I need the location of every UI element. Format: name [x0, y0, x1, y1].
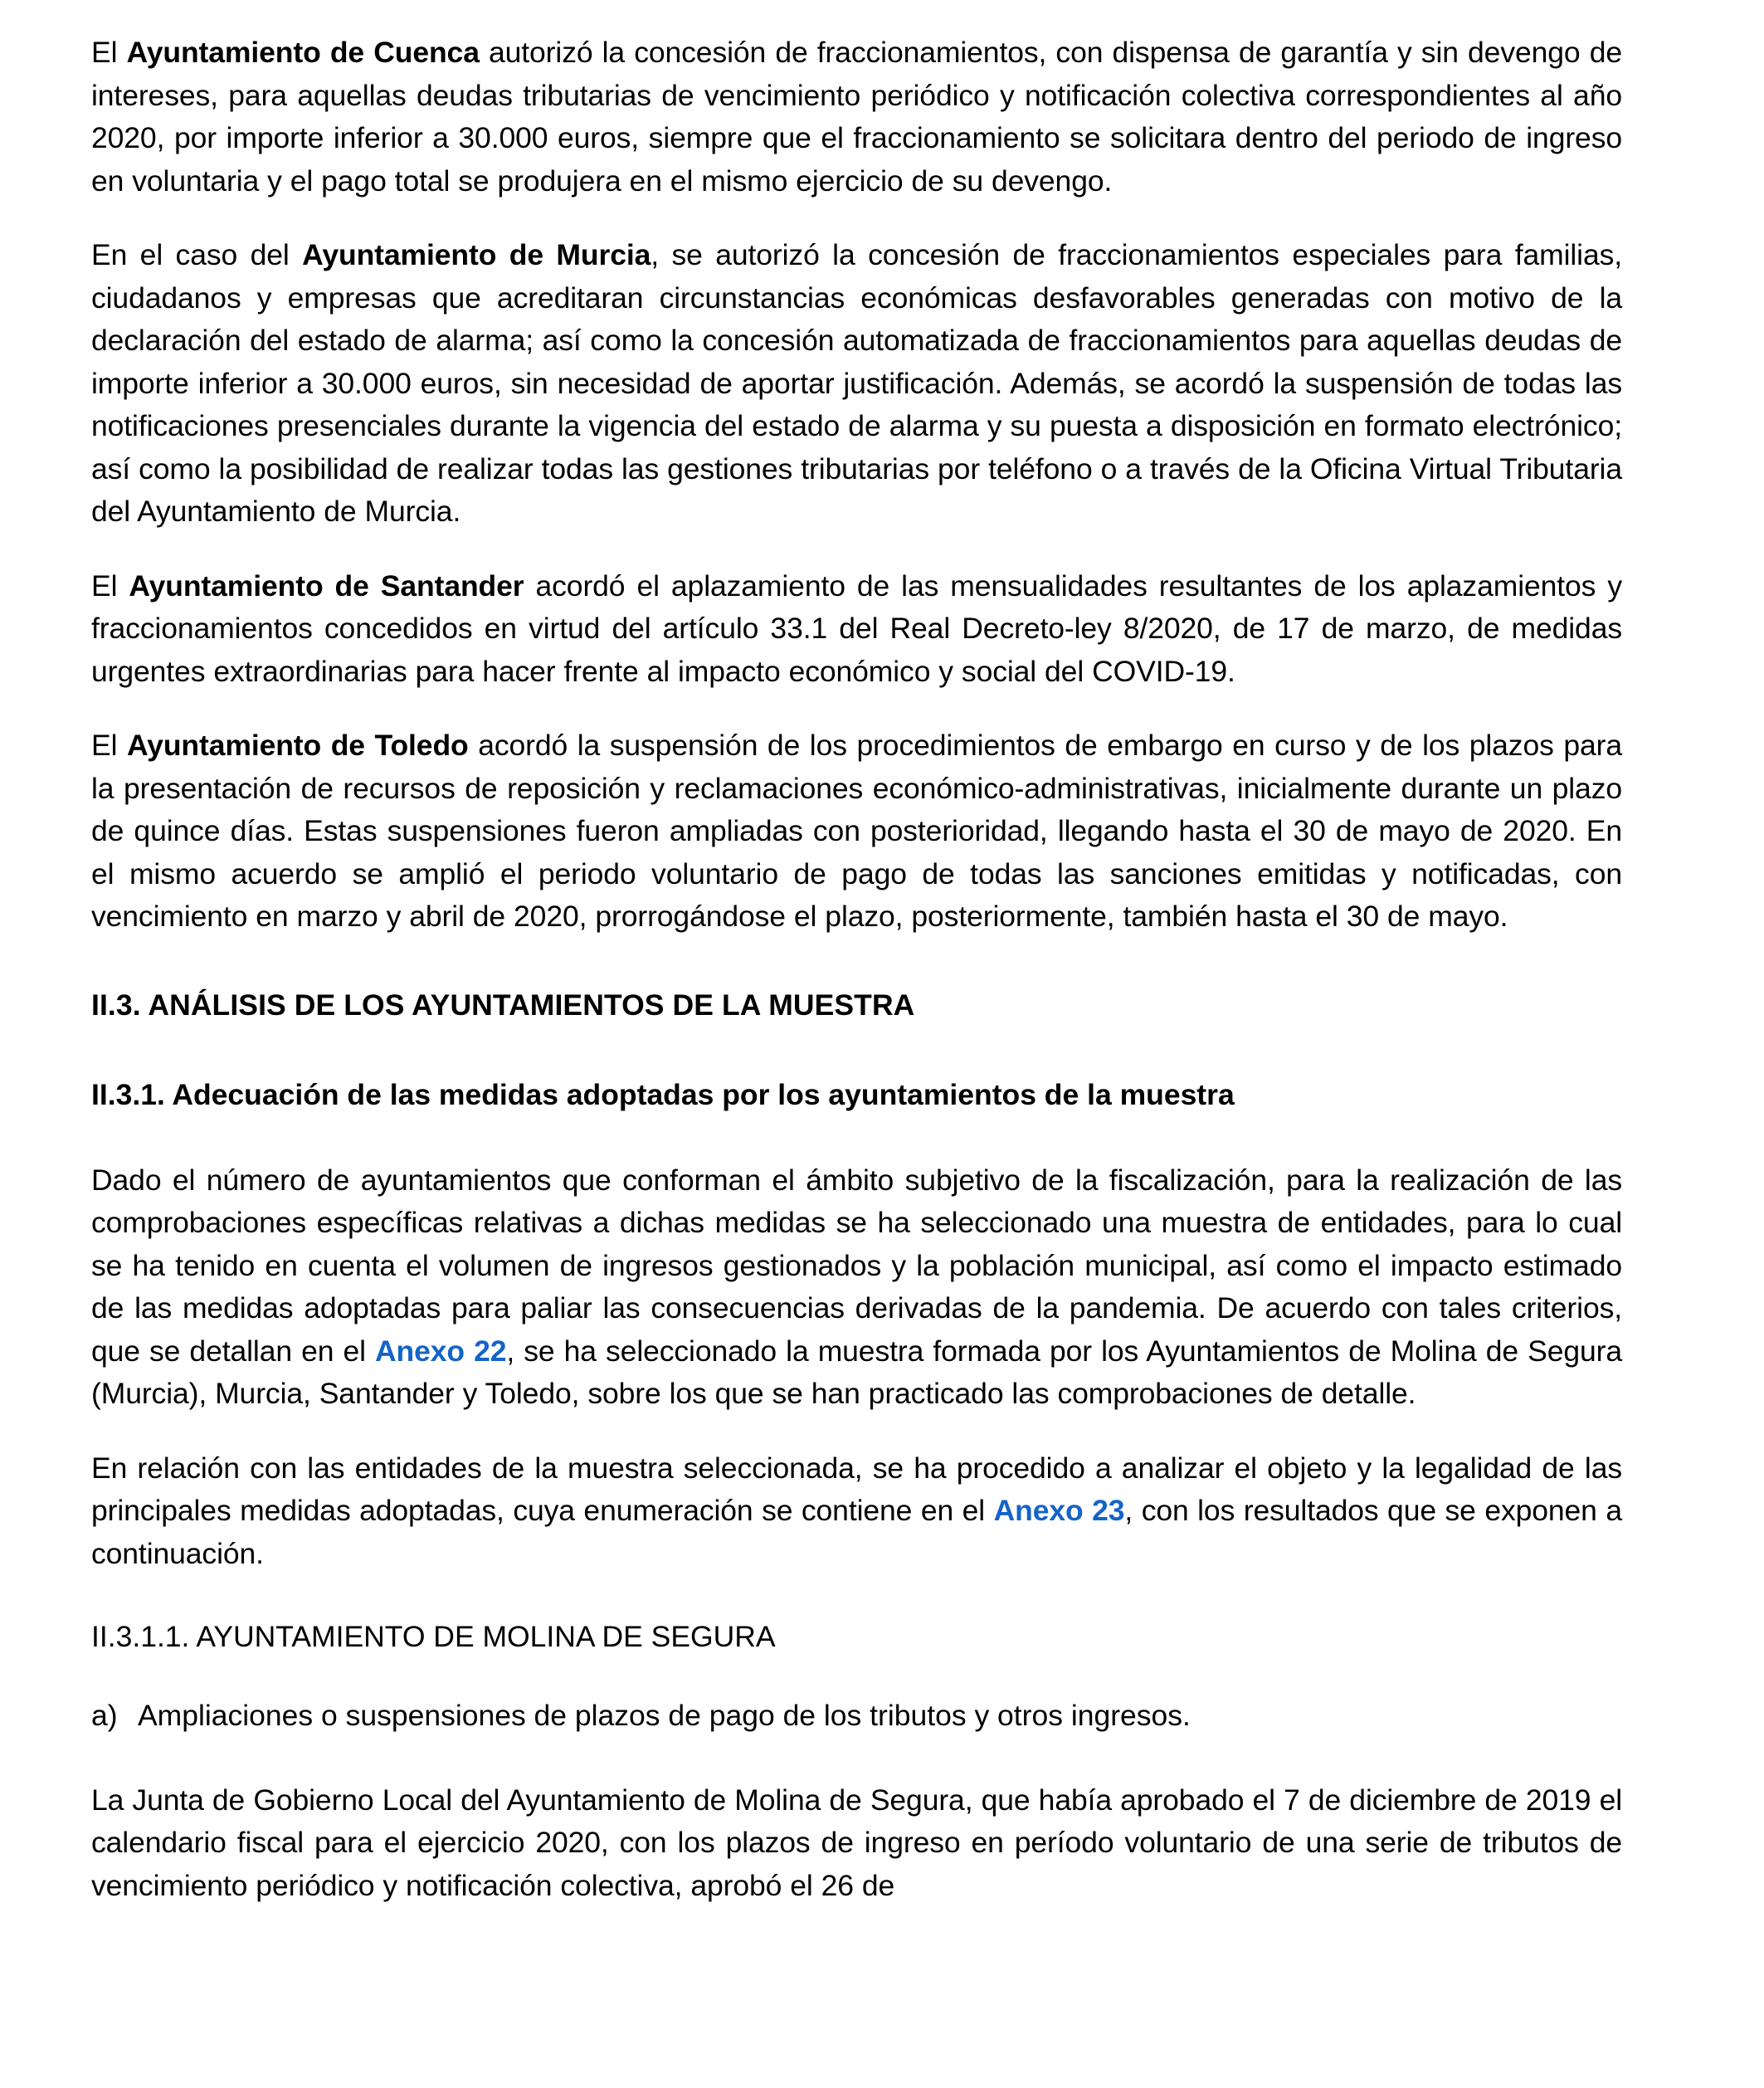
- document-body: [91, 32, 1622, 1907]
- paragraph-murcia-rest: , se autorizó la concesión de fraccionamientos especiales para familias, ciudadanos y empresas que acreditaran circunstancias económicas desfavorables generadas con motivo de la declaración del estado de alarma; así como la concesión automatizada de fraccionamientos para aquellas deudas de importe inferior a 30.000 euros, sin necesidad de aportar justificación. Además, se acordó la suspensión de todas las notificaciones presenciales durante la vigencia del estado de alarma y su puesta a disposición en formato electrónico; así como la posibilidad de realizar todas las gestiones tributarias por teléfono o a través de la Oficina Virtual Tributaria del Ayuntamiento de Murcia.: [91, 238, 1623, 528]
- paragraph-santander-rest: acordó el aplazamiento de las mensualidades resultantes de los aplazamientos y fraccionamientos concedidos en virtud del artículo 33.1 del Real Decreto-ley 8/2020, de 17 de marzo, de medidas urgentes extraordinarias para hacer frente al impacto económico y social del COVID-19.: [91, 568, 1622, 688]
- paragraph-muestra-analisis-part1: En relación con las entidades de la muestra seleccionada, se ha procedido a analizar el objeto y la legalidad de las principales medidas adoptadas, cuya enumeración se contiene en el: [91, 1451, 1622, 1527]
- paragraph-toledo-rest: acordó la suspensión de los procedimientos de embargo en curso y de los plazos para la presentación de recursos de reposición y reclamaciones económico-administrativas, inicialmente durante un plazo de quince días. Estas suspensiones fueron ampliadas con posterioridad, llegando hasta el 30 de mayo de 2020. En el mismo acuerdo se amplió el periodo voluntario de pago de todas las sanciones emitidas y notificadas, con vencimiento en marzo y abril de 2020, prorrogándose el plazo, posteriormente, también hasta el 30 de mayo.: [91, 729, 1622, 933]
- heading-section-ii3: II.3. ANÁLISIS DE LOS AYUNTAMIENTOS DE LA MUESTRA: [91, 988, 915, 1022]
- spacer: [91, 1771, 1622, 1779]
- paragraph-santander-lead: El: [91, 568, 129, 602]
- list-item: [91, 1695, 1622, 1738]
- paragraph-cuenca-rest: autorizó la concesión de fraccionamientos, con dispensa de garantía y sin devengo de intereses, para aquellas deudas tributarias de vencimiento periódico y notificación colectiva correspondientes al año 2020, por importe inferior a 30.000 euros, siempre que el fraccionamiento se solicitara dentro del periodo de ingreso en voluntaria y el pago total se produjera en el mismo ejercicio de su devengo.: [91, 36, 1622, 198]
- heading-subsection-ii31: II.3.1. Adecuación de las medidas adoptadas por los ayuntamientos de la muestra: [91, 1077, 1235, 1111]
- link-anexo-23[interactable]: Anexo 23: [993, 1494, 1125, 1527]
- heading-subsubsection-ii311: II.3.1.1. AYUNTAMIENTO DE MOLINA DE SEGURA: [91, 1620, 776, 1653]
- entity-ayuntamiento-toledo: Ayuntamiento de Toledo: [126, 729, 469, 762]
- paragraph-cuenca: [91, 32, 1622, 202]
- entity-ayuntamiento-cuenca: Ayuntamiento de Cuenca: [126, 36, 480, 69]
- paragraph-molina-intro: La Junta de Gobierno Local del Ayuntamiento de Molina de Segura, que había aprobado el 7 de diciembre de 2019 el calendario fiscal para el ejercicio 2020, con los plazos de ingreso en período voluntario de una serie de tributos de vencimiento periódico y notificación colectiva, aprobó el 26 de: [91, 1783, 1622, 1902]
- entity-ayuntamiento-murcia: Ayuntamiento de Murcia: [302, 238, 651, 271]
- paragraph-santander: [91, 565, 1622, 694]
- list-item-marker: a): [91, 1699, 118, 1732]
- paragraph-muestra-intro-part2: , se ha seleccionado la muestra formada por los Ayuntamientos de Molina de Segura (Murcia), Murcia, Santander y Toledo, sobre los que se han practicado las comprobaciones de detalle.: [91, 1334, 1623, 1410]
- paragraph-cuenca-lead: El: [91, 36, 127, 69]
- paragraph-muestra-analisis: [91, 1447, 1622, 1576]
- paragraph-muestra-intro-part1: Dado el número de ayuntamientos que conforman el ámbito subjetivo de la fiscalización, para la realización de las comprobaciones específicas relativas a dichas medidas se ha seleccionado una muestra de entidades, para lo cual se ha tenido en cuenta el volumen de ingresos gestionados y la población municipal, así como el impacto estimado de las medidas adoptadas para paliar las consecuencias derivadas de la pandemia. De acuerdo con tales criterios, que se detallan en el: [91, 1163, 1622, 1368]
- entity-ayuntamiento-santander: Ayuntamiento de Santander: [129, 568, 524, 602]
- paragraph-muestra-analisis-part2: , con los resultados que se exponen a continuación.: [91, 1494, 1622, 1570]
- paragraph-murcia: [91, 234, 1622, 534]
- paragraph-muestra-intro: [91, 1159, 1622, 1416]
- paragraph-murcia-lead: En el caso del: [91, 238, 303, 271]
- paragraph-toledo-lead: El: [91, 729, 127, 762]
- link-anexo-22[interactable]: Anexo 22: [375, 1334, 507, 1368]
- list-item-label: Ampliaciones o suspensiones de plazos de pago de los tributos y otros ingresos.: [138, 1699, 1191, 1732]
- paragraph-toledo: [91, 724, 1622, 939]
